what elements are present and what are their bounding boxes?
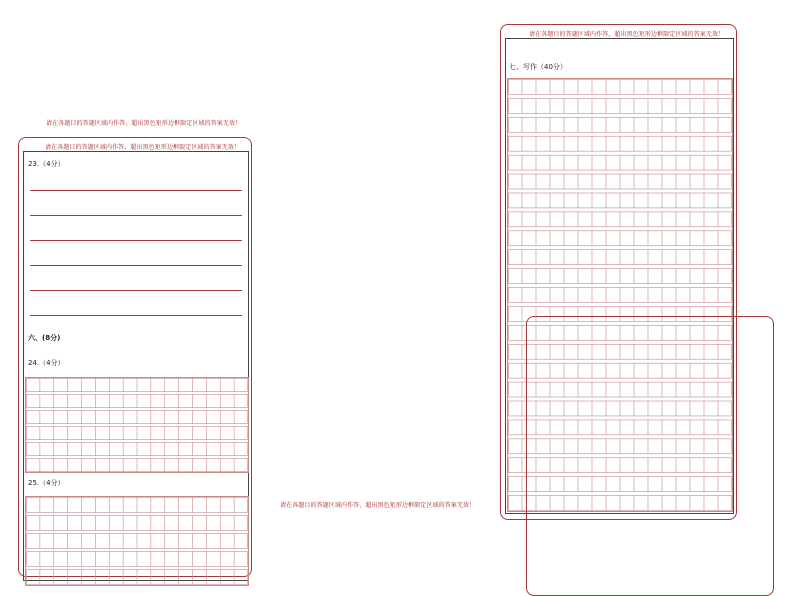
q24-writing-grid[interactable] — [25, 377, 249, 473]
answer-panel-next — [526, 316, 774, 596]
answer-box-left — [23, 151, 249, 581]
notice-top-left: 请在各题目的答题区域内作答，超出黑色矩形边框限定区域的答案无效！ — [46, 120, 242, 127]
q25-writing-grid[interactable] — [25, 496, 249, 586]
notice-middle: 请在各题目的答题区域内作答，超出黑色矩形边框限定区域的答案无效！ — [280, 502, 476, 509]
answer-line[interactable] — [30, 240, 242, 241]
notice-panel-left: 请在各题目的答题区域内作答，超出黑色矩形边框限定区域的答案无效！ — [45, 144, 241, 151]
section7-label: 七、写作（40分） — [509, 63, 567, 71]
answer-line[interactable] — [30, 215, 242, 216]
q23-label: 23.（4分） — [28, 160, 65, 168]
answer-line[interactable] — [30, 265, 242, 266]
section6-label: 六、(8分) — [28, 334, 61, 342]
answer-panel-left — [18, 137, 252, 577]
q25-label: 25.（4分） — [28, 479, 65, 487]
q24-label: 24.（4分） — [28, 359, 65, 367]
answer-line[interactable] — [30, 315, 242, 316]
answer-line[interactable] — [30, 190, 242, 191]
notice-panel-right: 请在各题目的答题区域内作答，超出黑色矩形边框限定区域的答案无效！ — [529, 31, 725, 38]
answer-line[interactable] — [30, 290, 242, 291]
